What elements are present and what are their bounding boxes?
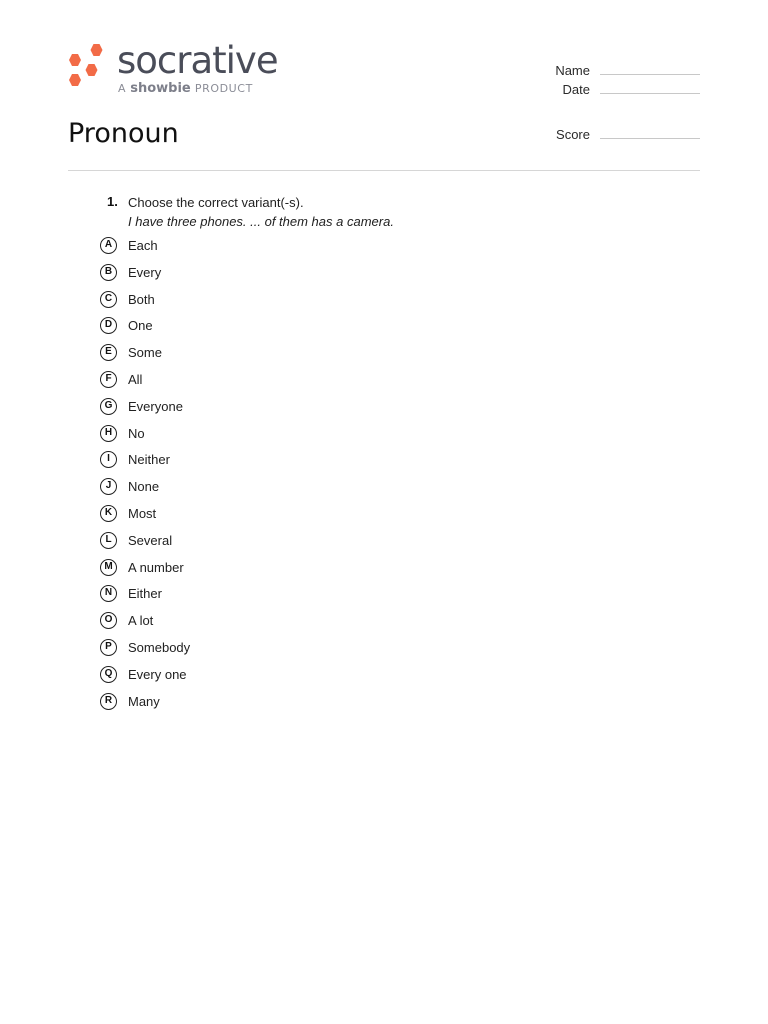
option-letter-badge[interactable]: L — [100, 532, 117, 549]
option-letter-badge[interactable]: M — [100, 559, 117, 576]
hexagon-top — [91, 44, 103, 56]
option-letter-badge[interactable]: R — [100, 693, 117, 710]
option-text: Several — [128, 532, 173, 548]
option-letter-badge[interactable]: F — [100, 371, 117, 388]
name-line[interactable] — [600, 74, 700, 75]
option-letter-badge[interactable]: E — [100, 344, 117, 361]
option-letter-badge[interactable]: N — [100, 585, 117, 602]
option-text: Many — [128, 693, 160, 709]
answer-option[interactable] — [100, 425, 500, 452]
answer-option[interactable] — [100, 451, 500, 478]
option-letter-badge[interactable]: J — [100, 478, 117, 495]
answer-option[interactable] — [100, 291, 500, 318]
option-text: Somebody — [128, 639, 191, 655]
option-text: Each — [128, 238, 158, 253]
answer-option[interactable] — [100, 317, 500, 344]
option-letter-badge[interactable]: G — [100, 398, 117, 415]
option-text: Neither — [128, 452, 170, 468]
option-letter-badge[interactable]: C — [100, 291, 117, 308]
header-divider — [68, 170, 700, 171]
answer-option[interactable] — [100, 532, 500, 559]
answer-option[interactable] — [100, 371, 500, 398]
option-letter-badge[interactable]: B — [100, 264, 117, 281]
score-field[interactable] — [500, 126, 700, 146]
option-text: A number — [128, 559, 184, 575]
score-line[interactable] — [600, 138, 700, 139]
option-letter-badge[interactable]: K — [100, 505, 117, 522]
hexagon-left-upper — [69, 54, 81, 66]
logo-wordmark: socrative — [117, 39, 278, 82]
option-text: All — [128, 371, 143, 387]
answer-option[interactable] — [100, 478, 500, 505]
answer-option[interactable] — [100, 585, 500, 612]
option-text: Everyone — [128, 398, 183, 414]
option-text: One — [128, 318, 153, 334]
answer-option[interactable] — [100, 398, 500, 425]
option-letter-badge[interactable]: H — [100, 425, 117, 442]
hexagon-middle — [86, 64, 98, 76]
socrative-logo — [67, 39, 307, 99]
answer-option[interactable] — [100, 666, 500, 693]
score-label: Score — [556, 127, 590, 142]
tagline-prefix: A — [118, 82, 131, 95]
date-field[interactable] — [500, 81, 700, 101]
page-title: Pronoun — [68, 118, 179, 149]
answer-option[interactable] — [100, 612, 500, 639]
option-text: None — [128, 479, 160, 495]
option-letter-badge[interactable]: D — [100, 317, 117, 334]
logo-tagline — [118, 82, 253, 96]
tagline-brand: showbie — [130, 81, 191, 96]
tagline-suffix: PRODUCT — [190, 82, 253, 95]
name-label: Name — [555, 63, 590, 78]
option-letter-badge[interactable]: I — [100, 451, 117, 468]
option-text: Most — [128, 505, 157, 521]
answer-option[interactable] — [100, 237, 500, 264]
question-number: 1. — [107, 194, 118, 209]
name-field[interactable] — [500, 62, 700, 82]
answer-option[interactable] — [100, 693, 500, 720]
question-prompt: Choose the correct variant(-s). — [128, 195, 304, 210]
answer-option[interactable] — [100, 344, 500, 371]
answer-option[interactable] — [100, 639, 500, 666]
answer-option[interactable] — [100, 559, 500, 586]
option-letter-badge[interactable]: Q — [100, 666, 117, 683]
question-sentence: I have three phones. ... of them has a camera. — [128, 214, 394, 229]
answer-option[interactable] — [100, 505, 500, 532]
option-text: Some — [128, 345, 162, 361]
date-line[interactable] — [600, 93, 700, 94]
option-text: No — [128, 425, 145, 441]
answer-option[interactable] — [100, 264, 500, 291]
answer-options — [100, 237, 500, 719]
option-text: Either — [128, 586, 162, 602]
hexagon-left-lower — [69, 74, 81, 86]
option-text: Both — [128, 291, 155, 307]
option-text: A lot — [128, 613, 154, 629]
option-letter-badge[interactable]: P — [100, 639, 117, 656]
hexagon-cluster-icon — [67, 43, 107, 95]
option-text: Every one — [128, 666, 187, 682]
option-letter-badge[interactable]: O — [100, 612, 117, 629]
option-letter-badge[interactable]: A — [100, 237, 117, 254]
option-text: Every — [128, 264, 162, 280]
date-label: Date — [562, 82, 590, 97]
